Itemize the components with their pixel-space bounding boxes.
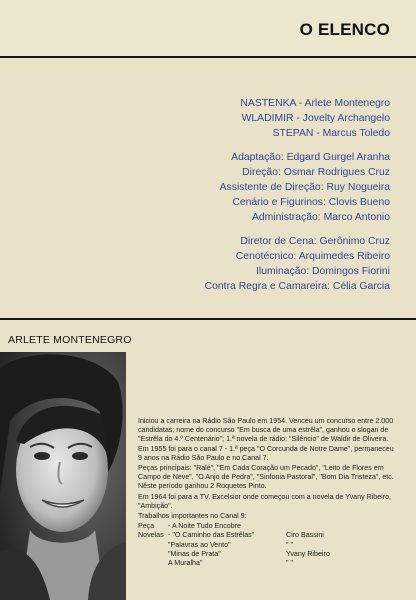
work-title: - A Noite Tudo Encobre: [168, 522, 241, 531]
work-row: [138, 522, 396, 531]
bio-paragraph: Trabalhos importantes no Canal 9:: [138, 512, 247, 521]
roles-group: [205, 96, 390, 141]
work-author: Yvany Ribeiro: [286, 549, 330, 558]
bio-paragraph: Em 1964 foi para a TV. Excelsior onde começou com a novela de Yvany Ribeiro, "Ambição".: [138, 492, 392, 510]
role-line: STEPAN - Marcus Toledo: [272, 128, 390, 139]
credit-line: Cenotécnico: Arquimedes Ribeiro: [235, 251, 390, 262]
bio-paragraph: Peças principais: "Ralé", "Em Cada Coração um Pecado", "Leito de Flores em Campo de Neve", "O Anjo de Pedra", "Sinfonia Pastoral", "Bom Dia Tristeza", etc. Nêste período ganhou 2 Roquetes Pinto.: [138, 464, 394, 491]
cast-list: [205, 96, 390, 302]
work-kind: Novelas: [138, 531, 164, 540]
work-title: "Minas de Prata": [168, 549, 221, 558]
portrait-photo: [0, 352, 126, 600]
title-divider: [0, 56, 416, 58]
work-kind: Peça: [138, 522, 155, 531]
work-row: [138, 550, 396, 559]
role-line: NASTENKA - Arlete Montenegro: [240, 98, 390, 109]
work-row: [138, 531, 396, 540]
bio-text: [138, 417, 396, 568]
credit-line: Diretor de Cena: Gerônimo Cruz: [240, 236, 390, 247]
work-author: [286, 522, 366, 531]
work-title: A Muralha": [168, 559, 203, 568]
bio-paragraph: Iniciou a carreira na Rádio São Paulo em 1954. Venceu um concurso entre 2.000 candidatas; nome do concurso "Em busca de uma estrêla", ganhou o slogan de "Estrêla do 4.º Centenário"; 1.ª novela de rádio: "Silêncio" de Waldir de Oliveira. Em 1955 foi para o canal 7 - 1.ª peça "O Corcunda de Notre Dame", permaneceu 9 anos na Rádio São Paulo e no Canal 7.: [138, 417, 394, 462]
work-title: "Palavras ao Vento": [168, 540, 231, 549]
work-author: " ": [286, 540, 294, 549]
stage-group: [205, 234, 390, 294]
credit-line: Adaptação: Edgard Gurgel Aranha: [231, 152, 390, 163]
portrait-image: [0, 352, 126, 600]
work-author: " ": [286, 559, 294, 568]
credit-line: Assistente de Direção: Ruy Nogueira: [219, 182, 390, 193]
work-author: Ciro Bassini: [286, 531, 324, 540]
production-group: [205, 150, 390, 225]
credit-line: Contra Regra e Camareira: Célia Garcia: [204, 281, 390, 292]
work-kind: [138, 559, 168, 568]
work-title: - "O Caminho das Estrêlas": [168, 531, 255, 540]
section-divider: [0, 318, 416, 320]
credit-line: Administração: Marco Antonio: [251, 212, 390, 223]
credit-line: Iluminação: Domingos Fiorini: [256, 266, 390, 277]
credit-line: Direção: Osmar Rodrigues Cruz: [242, 167, 390, 178]
work-row: [138, 541, 396, 550]
credit-line: Cenário e Figurinos: Clovis Bueno: [232, 197, 390, 208]
page-title: O ELENCO: [299, 20, 390, 39]
role-line: WLADIMIR - Jovelty Archangelo: [241, 113, 390, 124]
work-row: [138, 559, 396, 568]
works-list: [138, 522, 396, 568]
bio-title: ARLETE MONTENEGRO: [8, 334, 132, 346]
work-kind: [138, 550, 168, 559]
work-kind: [138, 541, 168, 550]
